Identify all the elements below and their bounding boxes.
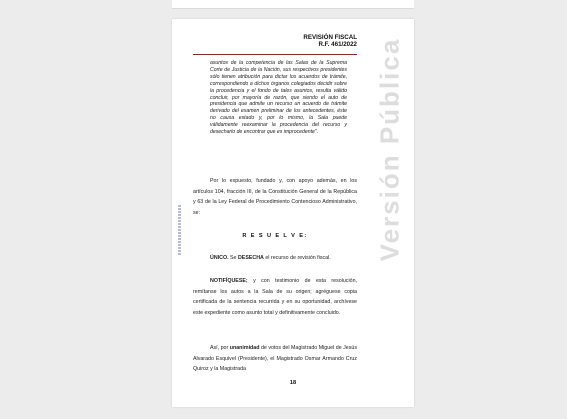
watermark: Versión Pública: [374, 37, 405, 262]
page-header: [303, 34, 357, 49]
paragraph-votacion: Así, por unanimidad de votos del Magistrado Miguel de Jesús Alvarado Esquivel (Presidente), el Magistrado Osmar Armando Cruz Quiroz y la Magistrada: [193, 345, 357, 373]
paragraph-unico: ÚNICO. Se DESECHA el recurso de revisión fiscal.: [210, 255, 331, 261]
header-title: REVISIÓN FISCAL: [303, 34, 357, 41]
unanimidad-word: unanimidad: [229, 345, 260, 351]
margin-stamp-icon: [178, 205, 181, 255]
document-page: [172, 19, 414, 407]
quoted-jurisprudence: asuntos de la competencia de las Salas de la Suprema Corte de Justicia de la Nación, sus respectivos presidentes sólo tienen atribución para dictar los acuerdos de trámite, correspondiendo a dichos órganos colegiados decidir sobre la procedencia y el fondo de tales asuntos, resulta válido concluir, por mayoría de razón, que siendo el auto de presidencia que admite un recurso un acuerdo de trámite derivado del examen preliminar de los antecedentes, éste no causa estado y, por lo mismo, la Sala puede válidamente reexaminar la procedencia del recurso y desecharlo de encontrar que es improcedente".: [210, 60, 347, 136]
paragraph-fundamentos-text: Por lo expuesto, fundado y, con apoyo además, en los artículos 104, fracción III, de la Constitución General de la República y 63 de la Ley Federal de Procedimiento Contencioso Administrativo, se:: [193, 178, 357, 216]
header-case-number: R.F. 461/2022: [318, 41, 357, 49]
desecha-word: DESECHA: [237, 255, 264, 261]
notifiquese-label: NOTIFÍQUESE;: [210, 278, 248, 284]
unico-label: ÚNICO.: [210, 255, 229, 261]
page-number: 18: [289, 380, 297, 386]
previous-page-edge: [172, 0, 414, 9]
paragraph-fundamentos: [193, 176, 357, 218]
paragraph-notifiquese: NOTIFÍQUESE; y con testimonio de esta resolución, remítanse los autos a la Sala de su origen; agréguese copia certificada de la sentencia recurrida y en su oportunidad, archívese este expediente como asunto total y definitivamente concluido.: [193, 278, 357, 316]
header-rule: [193, 54, 357, 55]
resuelve-heading: R E S U E L V E:: [242, 233, 308, 239]
